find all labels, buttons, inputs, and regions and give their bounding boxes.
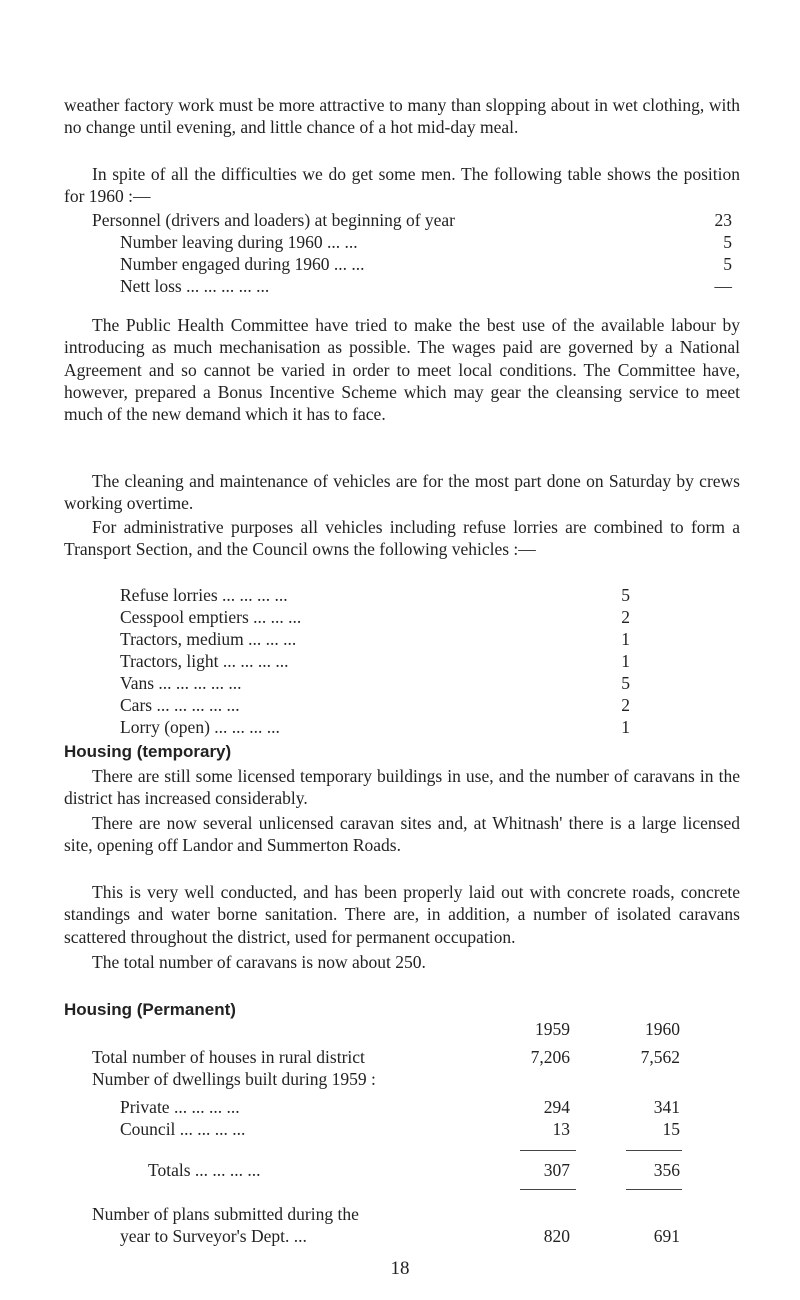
heading-housing-permanent: Housing (Permanent): [64, 1000, 236, 1019]
row-label: Private ... ... ... ...: [120, 1097, 240, 1117]
value-1959: 820: [543, 1226, 570, 1246]
vehicle-count: 5: [621, 585, 630, 605]
value-1959: 307: [543, 1160, 570, 1180]
value-1960: 7,562: [640, 1047, 680, 1067]
vehicle-count: 5: [621, 673, 630, 693]
personnel-value: 5: [723, 254, 732, 274]
value-1960: 691: [653, 1226, 680, 1246]
row-label: year to Surveyor's Dept. ...: [120, 1226, 307, 1246]
personnel-label: Number engaged during 1960 ... ...: [120, 254, 365, 274]
personnel-value: 5: [723, 232, 732, 252]
paragraph-total-caravans-text: The total number of caravans is now about 250.: [92, 952, 426, 972]
page-number: 18: [390, 1258, 410, 1279]
vehicle-count: 2: [621, 607, 630, 627]
paragraph-well-conducted: [64, 881, 740, 948]
totals-underline-1960: [626, 1189, 682, 1190]
column-header-1959: 1959: [535, 1019, 570, 1039]
vehicle-count: 1: [621, 651, 630, 671]
paragraph-caravan-sites: [64, 812, 740, 857]
personnel-label: Number leaving during 1960 ... ...: [120, 232, 358, 252]
value-1959: 294: [543, 1097, 570, 1117]
vehicle-label: Tractors, light ... ... ... ...: [120, 651, 289, 671]
value-1960: 356: [653, 1160, 680, 1180]
paragraph-transport: [64, 516, 740, 561]
personnel-label: Personnel (drivers and loaders) at beginning of year: [92, 210, 456, 230]
vehicle-label: Tractors, medium ... ... ...: [120, 629, 297, 649]
totals-rule-1959: [520, 1150, 576, 1151]
paragraph-difficulties: [64, 163, 740, 208]
paragraph-temporary-buildings: [64, 765, 740, 810]
vehicle-label: Cars ... ... ... ... ...: [120, 695, 240, 715]
paragraph-public-health-text: The Public Health Committee have tried to make the best use of the available labour by introducing as much mechanisation as possible. The wages paid are governed by a National Agreement and so cannot be varied in order to meet local conditions. The Committee have, however, prepared a Bonus Incentive Scheme which may gear the cleansing service to meet much of the new demand which it has to face.: [64, 315, 740, 425]
paragraph-temporary-buildings-text: There are still some licensed temporary buildings in use, and the number of caravans in the district has increased considerably.: [64, 766, 740, 809]
vehicle-count: 1: [621, 629, 630, 649]
row-label: Number of dwellings built during 1959 :: [92, 1069, 376, 1089]
vehicle-count: 1: [621, 717, 630, 737]
paragraph-caravan-sites-text: There are now several unlicensed caravan sites and, at Whitnash' there is a large licensed site, opening off Landor and Summerton Roads.: [64, 813, 740, 856]
row-label: Total number of houses in rural district: [92, 1047, 365, 1067]
row-label: Council ... ... ... ...: [120, 1119, 246, 1139]
personnel-value: —: [714, 276, 732, 296]
paragraph-total-caravans: [64, 951, 740, 973]
value-1960: 341: [653, 1097, 680, 1117]
vehicle-label: Vans ... ... ... ... ...: [120, 673, 242, 693]
paragraph-well-conducted-text: This is very well conducted, and has been properly laid out with concrete roads, concrete standings and water borne sanitation. There are, in addition, a number of isolated caravans scattered throughout the district, used for permanent occupation.: [64, 882, 740, 947]
paragraph-difficulties-text: In spite of all the difficulties we do get some men. The following table shows the position for 1960 :—: [64, 164, 740, 207]
personnel-label: Nett loss ... ... ... ... ...: [120, 276, 270, 296]
totals-rule-1960: [626, 1150, 682, 1151]
paragraph-maintenance: [64, 470, 740, 515]
vehicle-label: Cesspool emptiers ... ... ...: [120, 607, 302, 627]
row-label: Totals ... ... ... ...: [148, 1160, 261, 1180]
vehicle-label: Refuse lorries ... ... ... ...: [120, 585, 288, 605]
paragraph-weather: weather factory work must be more attractive to many than slopping about in wet clothing, with no change until evening, and little chance of a hot mid-day meal.: [64, 95, 740, 138]
value-1959: 13: [552, 1119, 570, 1139]
heading-housing-temporary: Housing (temporary): [64, 742, 232, 761]
vehicle-count: 2: [621, 695, 630, 715]
value-1959: 7,206: [530, 1047, 570, 1067]
column-header-1960: 1960: [645, 1019, 680, 1039]
totals-underline-1959: [520, 1189, 576, 1190]
personnel-value: 23: [714, 210, 732, 230]
vehicle-label: Lorry (open) ... ... ... ...: [120, 717, 280, 737]
paragraph-maintenance-text: The cleaning and maintenance of vehicles are for the most part done on Saturday by crews working overtime.: [64, 471, 740, 514]
row-label: Number of plans submitted during the: [92, 1204, 359, 1224]
value-1960: 15: [662, 1119, 680, 1139]
paragraph-public-health: [64, 314, 740, 425]
paragraph-transport-text: For administrative purposes all vehicles including refuse lorries are combined to form a Transport Section, and the Council owns the following vehicles :—: [64, 517, 740, 560]
